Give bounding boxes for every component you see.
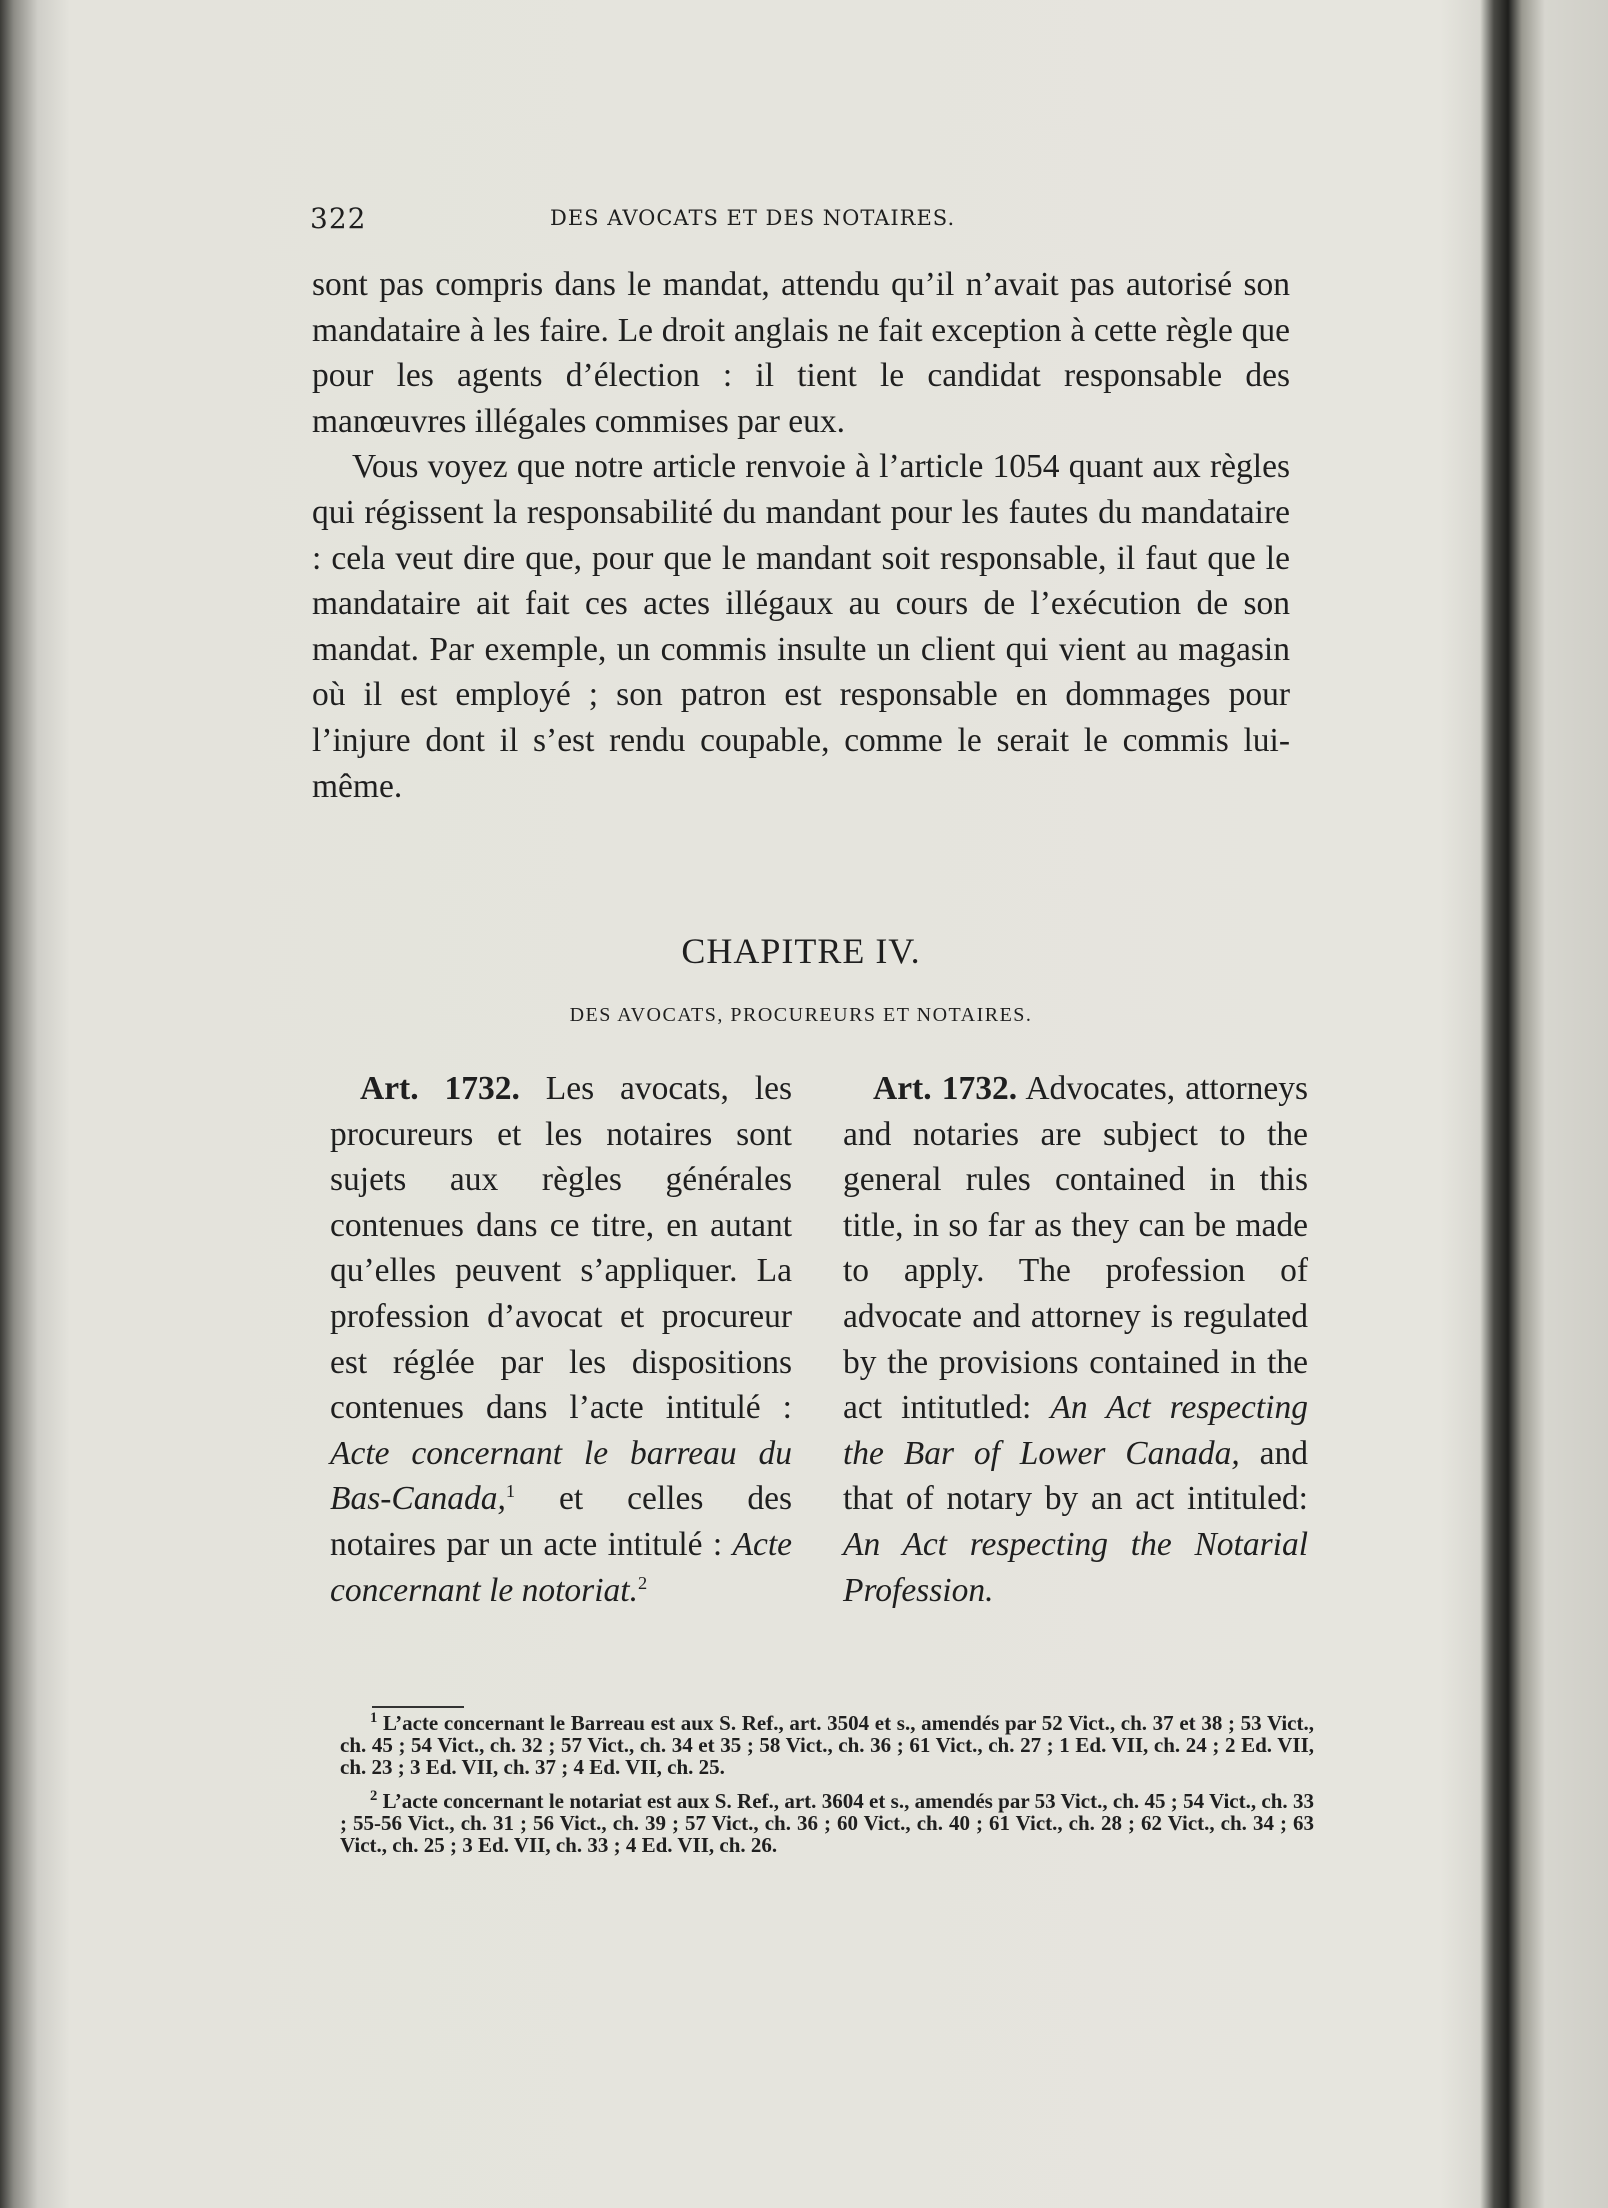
body-text [312,262,1290,809]
page-header [310,200,1300,240]
footnote-rule [372,1706,464,1708]
chapter-subtitle: DES AVOCATS, PROCUREURS ET NOTAIRES. [569,1004,1033,1026]
act-title-notoriat: Acte concernant le notoriat. [330,1525,792,1609]
french-article [330,1066,792,1613]
footnote-text-2: L’acte concernant le notariat est aux S. Ref., art. 3604 et s., amendés par 53 Vict., ch. 45 ; 54 Vict., ch. 33 ; 55-56 Vict., ch. 31 ; 56 Vict., ch. 39 ; 57 Vict., ch. 36 ; 60 Vict., ch. 40 ; 61 Vict., ch. 28 ; 62 Vict., ch. 34 ; 63 Vict., ch. 25 ; 3 Ed. VII, ch. 33 ; 4 Ed. VII, ch. 26. [340,1789,1314,1857]
chapter-title: CHAPITRE IV. [681,931,921,971]
article-number-fr: Art. 1732. [360,1070,520,1107]
body-paragraph-1: sont pas compris dans le mandat, attendu qu’il n’avait pas autorisé son mandataire à les faire. Le droit anglais ne fait exception à cette règle que pour les agents d’élection : il tient le candidat responsable des manœuvres illégales commises par eux. [312,266,1290,440]
footnote-text-1: L’acte concernant le Barreau est aux S. Ref., art. 3504 et s., amendés par 52 Vict., ch. 37 et 38 ; 53 Vict., ch. 45 ; 54 Vict., ch. 32 ; 57 Vict., ch. 34 et 35 ; 58 Vict., ch. 36 ; 61 Vict., ch. 27 ; 1 Ed. VII, ch. 24 ; 2 Ed. VII, ch. 23 ; 3 Ed. VII, ch. 37 ; 4 Ed. VII, ch. 25. [340,1711,1314,1779]
body-paragraph-2: Vous voyez que notre article renvoie à l’article 1054 quant aux règles qui régissent la responsabilité du mandant pour les fautes du mandataire : cela veut dire que, pour que le mandant soit responsable, il faut que le mandataire ait fait ces actes illégaux au cours de l’exécution de son mandat. Par exemple, un commis insulte un client qui vient au magasin où il est employé ; son patron est responsable en dommages pour l’injure dont il s’est rendu coupable, comme le serait le commis lui-même. [312,448,1290,805]
act-title-barreau: Acte concernant le barreau du Bas-Canada, [330,1434,792,1518]
french-column [330,1066,792,1613]
article-text-en-1: Advocates, attorneys and notaries are subject to the general rules contained in this title, in so far as they can be made to apply. The profession of advocate and attorney is regulated by the provisions contained in the act intitutled: [843,1070,1309,1427]
article-text-fr-1: Les avocats, les procureurs et les notaires sont sujets aux règles générales contenues dans ce titre, en autant qu’elles peuvent s’appliquer. La profession d’avocat et procureur est réglée par les dispositions contenues dans l’acte intitulé : [330,1070,792,1427]
footnote-mark-2: 2 [370,1788,378,1804]
footnote-1 [340,1712,1314,1778]
act-title-bar: An Act respecting the Bar of Lower Canada, [843,1389,1308,1472]
footnotes [340,1712,1314,1868]
footnote-ref-2: 2 [637,1572,648,1593]
footnote-2 [340,1790,1314,1856]
english-article [843,1066,1308,1613]
article-text-en-2: and that of notary by an act intituled: [843,1434,1308,1518]
english-column [843,1066,1308,1613]
article-text-fr-2: et celles des notaires par un acte intitulé : [330,1480,792,1563]
page-number: 322 [310,202,367,235]
act-title-notarial: An Act respecting the Notarial Profession. [843,1525,1308,1609]
running-title: DES AVOCATS ET DES NOTAIRES. [550,206,956,230]
article-number-en: Art. 1732. [873,1070,1018,1107]
footnote-mark-1: 1 [370,1710,378,1726]
footnote-ref-1: 1 [505,1481,516,1502]
